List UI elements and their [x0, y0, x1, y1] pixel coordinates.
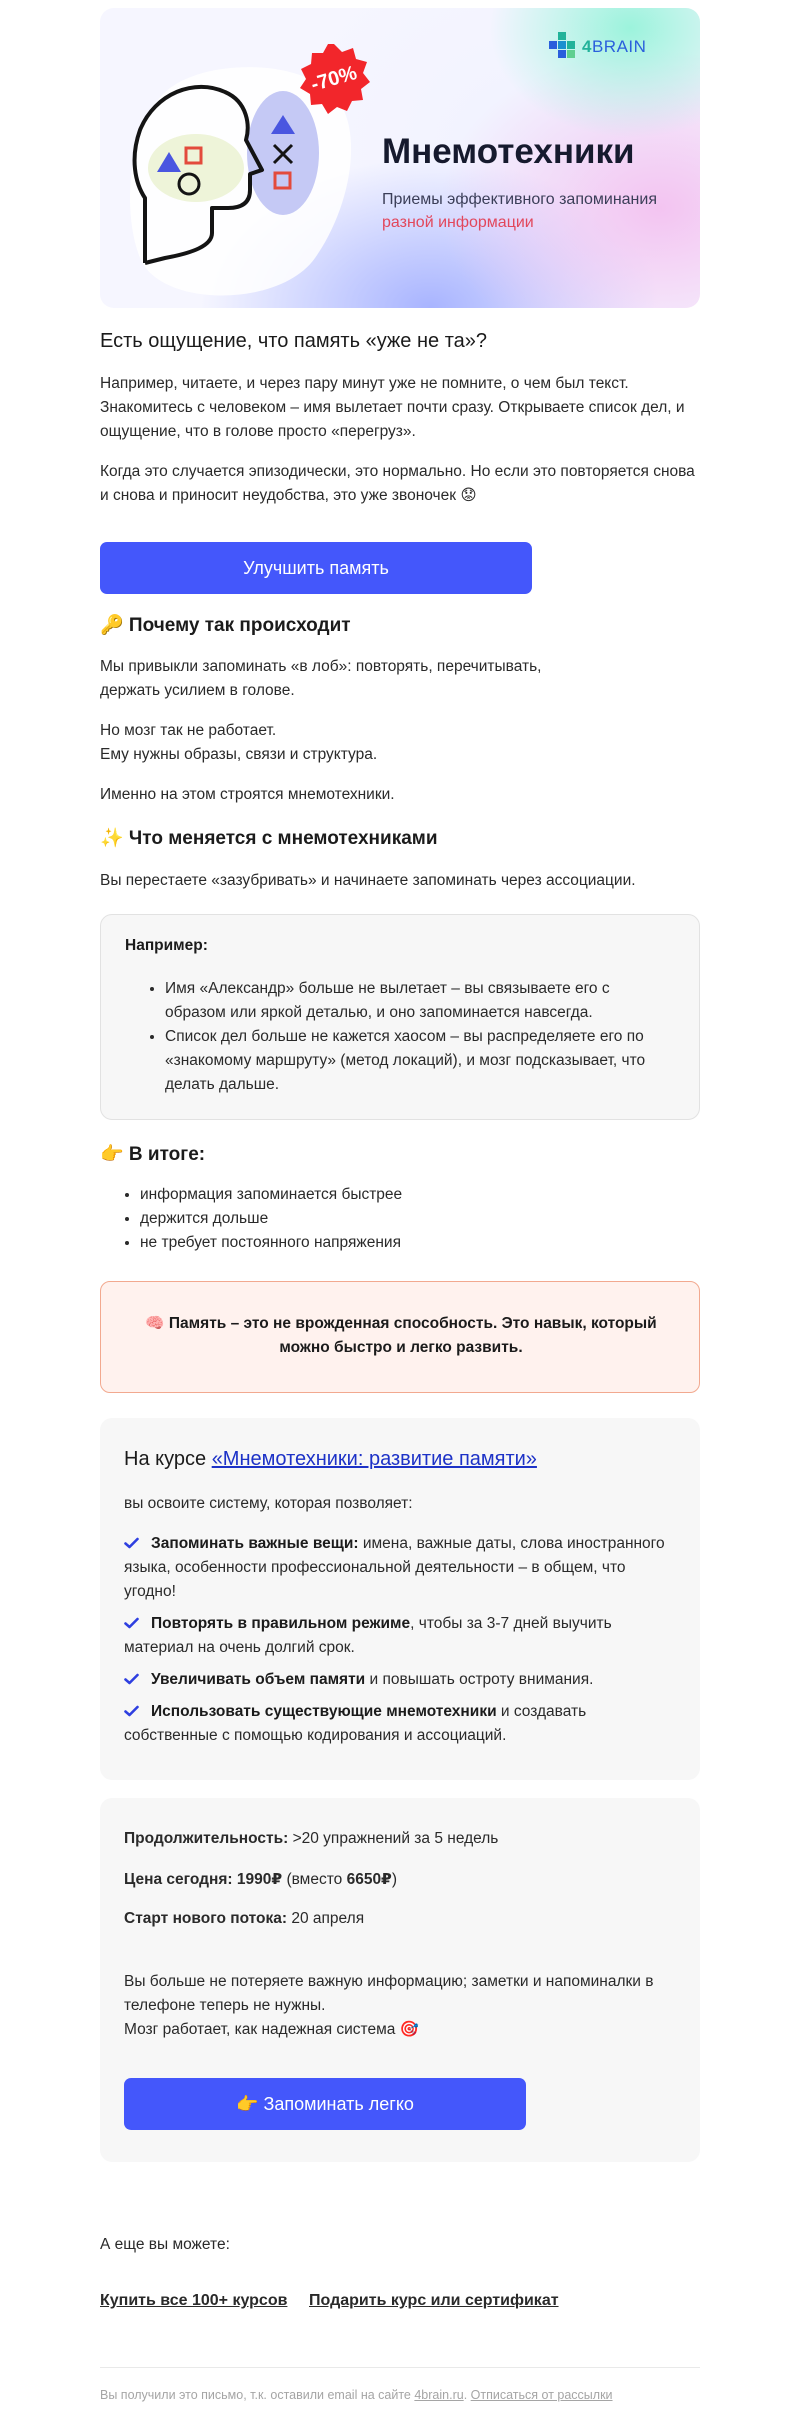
example-list [145, 977, 673, 1097]
course-box [100, 1418, 700, 1780]
example-item: • Список дел больше не кажется хаосом – вы распределяете его по «знакомому маршруту» (метод локаций), и мозг подсказывает, что делать дальше. [165, 1025, 673, 1097]
brand-cubes-icon [548, 31, 578, 61]
example-item: • Имя «Александр» больше не вылетает – вы связываете его с образом или яркой деталью, и оно запоминается навсегда. [165, 977, 673, 1025]
price-line: Цена сегодня: 1990₽ (вместо 6650₽) [124, 1871, 398, 1888]
start-line: Старт нового потока: 20 апреля [124, 1910, 365, 1927]
improve-memory-button[interactable]: Улучшить память [100, 542, 532, 594]
buy-all-courses-link[interactable]: Купить все 100+ курсов [100, 2292, 288, 2309]
result-list [120, 1183, 700, 1255]
remember-easily-button[interactable]: 👉 Запоминать легко [124, 2078, 526, 2130]
why-paragraph-1: Мы привыкли запоминать «в лоб»: повторять, перечитывать, держать усилием в голове. [100, 658, 542, 699]
result-item: • держится дольше [140, 1207, 700, 1231]
benefit-item: Увеличивать объем памяти и повышать остроту внимания. [124, 1668, 676, 1692]
callout-text: 🧠 Память – это не врожденная способность. Это навык, который можно быстро и легко развить. [145, 1315, 657, 1356]
unsubscribe-link[interactable]: Отписаться от рассылки [470, 2388, 613, 2402]
duration-line: Продолжительность: >20 упражнений за 5 недель [124, 1830, 499, 1847]
intro-paragraph-1: Например, читаете, и через пару минут уже не помните, о чем был текст. Знакомитесь с человеком – имя вылетает почти сразу. Открываете список дел, и ощущение, что в голове просто «перегруз». [100, 375, 685, 440]
result-item: • не требует постоянного напряжения [140, 1231, 700, 1255]
site-link[interactable]: 4brain.ru [414, 2388, 464, 2402]
details-box [100, 1798, 700, 2162]
example-title: Например: [125, 937, 208, 954]
example-box [100, 914, 700, 1120]
result-heading: 👉 В итоге: [100, 1144, 206, 1165]
changes-heading: ✨ Что меняется с мнемотехниками [100, 828, 438, 849]
hero-banner [100, 8, 700, 308]
brand-logo [548, 31, 678, 61]
gift-course-link[interactable]: Подарить курс или сертификат [309, 2292, 559, 2309]
intro-heading: Есть ощущение, что память «уже не та»? [100, 330, 488, 352]
brand-name: 4BRAIN [582, 37, 647, 56]
details-paragraph: Вы больше не потеряете важную информацию; заметки и напоминалки в телефоне теперь не нужны. Мозг работает, как надежная система 🎯 [124, 1973, 654, 2038]
changes-paragraph: Вы перестаете «зазубривать» и начинаете запоминать через ассоциации. [100, 872, 636, 889]
footer-divider [100, 2367, 700, 2368]
discount-badge [297, 42, 371, 116]
check-icon [124, 1617, 139, 1629]
course-intro: На курсе «Мнемотехники: развитие памяти» [124, 1448, 537, 1470]
why-heading: 🔑 Почему так происходит [100, 615, 351, 636]
benefit-item: Повторять в правильном режиме, чтобы за 3-7 дней выучить материал на очень долгий срок. [124, 1615, 612, 1656]
footer-fine-print: Вы получили это письмо, т.к. оставили email на сайте 4brain.ru. Отписаться от рассылки [100, 2388, 613, 2402]
callout-box [100, 1281, 700, 1393]
check-icon [124, 1673, 139, 1685]
check-icon [124, 1705, 139, 1717]
discount-text: -70% [308, 61, 360, 97]
intro-paragraph-2: Когда это случается эпизодически, это нормально. Но если это повторяется снова и снова и приносит неудобства, это уже звоночек 😟 [100, 463, 695, 504]
course-link[interactable]: «Мнемотехники: развитие памяти» [211, 1448, 537, 1470]
benefit-item: Использовать существующие мнемотехники и создавать собственные с помощью кодирования и ассоциаций. [124, 1703, 587, 1744]
banner-title: Мнемотехники [382, 132, 635, 171]
benefit-item: Запоминать важные вещи: имена, важные даты, слова иностранного языка, особенности профессиональной деятельности – в общем, что угодно! [124, 1535, 665, 1600]
why-paragraph-3: Именно на этом строятся мнемотехники. [100, 786, 395, 803]
why-paragraph-2: Но мозг так не работает. Ему нужны образы, связи и структура. [100, 722, 378, 763]
footer-more: А еще вы можете: [100, 2236, 230, 2253]
banner-subtitle: Приемы эффективного запоминания разной информации [382, 191, 657, 231]
result-item: • информация запоминается быстрее [140, 1183, 700, 1207]
course-lead: вы освоите систему, которая позволяет: [124, 1495, 413, 1512]
check-icon [124, 1537, 139, 1549]
